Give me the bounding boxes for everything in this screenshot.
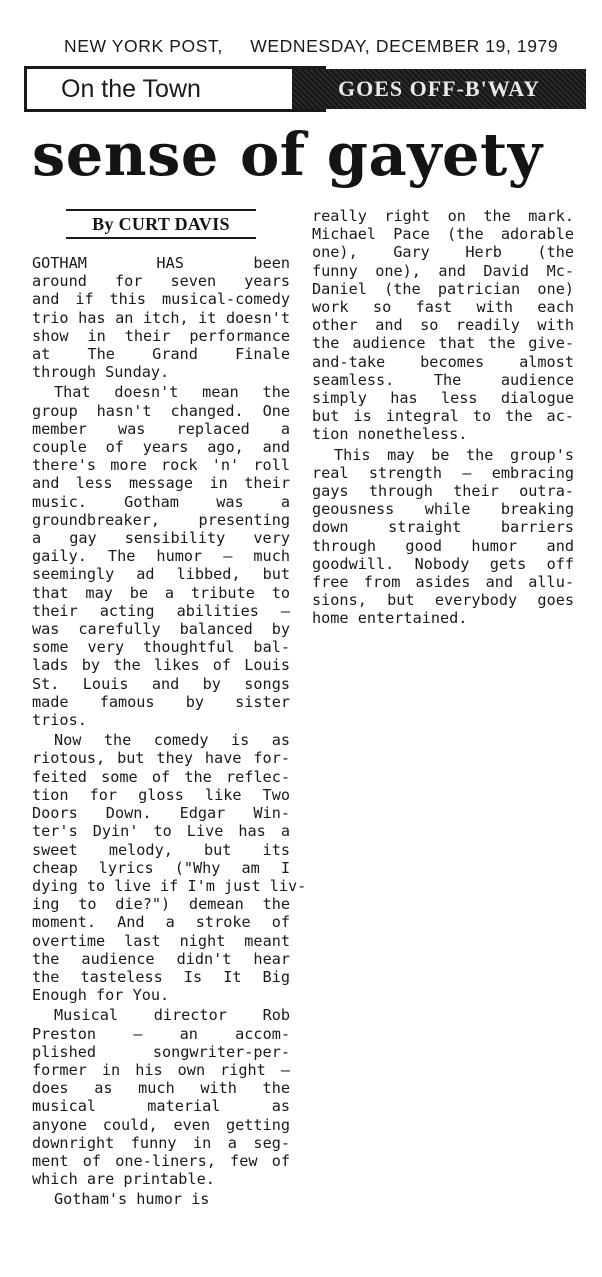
article-line: feited some of the reflec- [32, 767, 290, 786]
article-line: real strength — embracing [312, 463, 574, 482]
article-line: simply has less dialogue [312, 389, 574, 408]
article-line: seamless. The audience [312, 370, 574, 389]
article-line: cheap lyrics ("Why am I [32, 858, 290, 877]
article-line: lads by the likes of Louis [32, 656, 290, 675]
article-line: Now the comedy is as [54, 731, 290, 750]
article-line: geousness while breaking [312, 500, 574, 519]
article-line: trio has an itch, it doesn't [32, 308, 290, 327]
article-line: music. Gotham was a [32, 492, 290, 511]
article-line: and less message in their [32, 474, 290, 493]
article-line: and-take becomes almost [312, 352, 574, 371]
article-line: down straight barriers [312, 518, 574, 537]
article-line: does as much with the [32, 1079, 290, 1098]
article-line: Daniel (the patrician one) [312, 279, 574, 298]
article-line: St. Louis and by songs [32, 674, 290, 693]
article-line: moment. And a stroke of [32, 913, 290, 932]
article-line: other and so readily with [312, 316, 574, 335]
article-line: couple of years ago, and [32, 438, 290, 457]
article-line: through good humor and [312, 536, 574, 555]
article-line: there's more rock 'n' roll [32, 456, 290, 475]
article-line: Gotham's humor is [54, 1190, 210, 1209]
article-line: ment of one-liners, few of [32, 1151, 290, 1170]
article-line: downright funny in a seg- [32, 1133, 290, 1152]
kicker-label: GOES OFF-B'WAY [292, 69, 586, 109]
byline: By CURT DAVIS [92, 214, 230, 234]
article-line: riotous, but they have for- [32, 749, 290, 768]
article-paragraph [32, 1190, 290, 1208]
article-line: the audience didn't hear [32, 949, 290, 968]
article-line: Enough for You. [32, 986, 170, 1005]
article-line: former in his own right — [32, 1060, 290, 1079]
article-line: made famous by sister [32, 692, 290, 711]
article-paragraph [32, 383, 290, 729]
section-label: On the Town [24, 66, 326, 112]
article-line: sions, but everybody goes [312, 591, 574, 610]
article-paragraph [32, 731, 307, 1005]
article-paragraph [312, 446, 574, 628]
article-line: one), Gary Herb (the [312, 243, 574, 262]
article-line: groundbreaker, presenting [32, 510, 290, 529]
article-column-right [312, 207, 574, 630]
article-line: overtime last night meant [32, 931, 290, 950]
section-banner [24, 66, 586, 112]
article-line: their acting abilities — [32, 601, 290, 620]
article-line: the audience that the give- [312, 334, 574, 353]
article-line: free from asides and allu- [312, 573, 574, 592]
article-line: member was replaced a [32, 419, 290, 438]
article-column-left [32, 254, 307, 1211]
article-paragraph [32, 254, 290, 381]
byline-rule-bottom [66, 237, 256, 239]
article-line: plished songwriter-per- [32, 1042, 290, 1061]
article-line: musical material as [32, 1097, 290, 1116]
article-line: That doesn't mean the [54, 383, 290, 402]
article-line: some very thoughtful bal- [32, 638, 290, 657]
article-line: tion nonetheless. [312, 425, 468, 444]
article-line: at The Grand Finale [32, 345, 290, 364]
article-line: show in their performance [32, 326, 290, 345]
article-line: ter's Dyin' to Live has a [32, 822, 290, 841]
article-line: through Sunday. [32, 363, 170, 382]
article-line: sweet melody, but its [32, 840, 290, 859]
article-line: that may be a tribute to [32, 583, 290, 602]
article-line: tion for gloss like Two [32, 785, 290, 804]
article-line: anyone could, even getting [32, 1115, 290, 1134]
article-line: trios. [32, 711, 87, 730]
article-line: which are printable. [32, 1170, 215, 1189]
article-line: This may be the group's [334, 445, 574, 464]
article-line: Musical director Rob [54, 1006, 290, 1025]
article-line: but is integral to the ac- [312, 407, 574, 426]
article-line: Michael Pace (the adorable [312, 225, 574, 244]
article-line: gays through their outra- [312, 482, 574, 501]
article-line: Doors Down. Edgar Win- [32, 804, 290, 823]
masthead-paper-name: NEW YORK POST, [64, 36, 223, 56]
masthead [64, 36, 584, 57]
masthead-date: WEDNESDAY, DECEMBER 19, 1979 [250, 36, 559, 56]
article-line: around for seven years [32, 272, 290, 291]
article-line: GOTHAM HAS been [32, 254, 290, 272]
article-line: and if this musical-comedy [32, 290, 290, 309]
article-line: really right on the mark. [312, 207, 574, 225]
article-line: was carefully balanced by [32, 620, 290, 639]
article-line: home entertained. [312, 609, 468, 628]
article-line: ing to die?") demean the [32, 895, 290, 914]
article-line: goodwill. Nobody gets off [312, 554, 574, 573]
article-line: Preston — an accom- [32, 1024, 290, 1043]
article-paragraph [32, 1006, 290, 1188]
article-line: group hasn't changed. One [32, 401, 290, 420]
headline: sense of gayety [32, 120, 543, 189]
article-line: the tasteless Is It Big [32, 967, 290, 986]
article-line: funny one), and David Mc- [312, 261, 574, 280]
article-line: dying to live if I'm just liv- [32, 876, 307, 895]
article-paragraph [312, 207, 574, 444]
byline-box [66, 209, 256, 243]
article-line: seemingly ad libbed, but [32, 565, 290, 584]
article-line: gaily. The humor — much [32, 547, 290, 566]
article-line: a gay sensibility very [32, 529, 290, 548]
article-line: work so fast with each [312, 298, 574, 317]
